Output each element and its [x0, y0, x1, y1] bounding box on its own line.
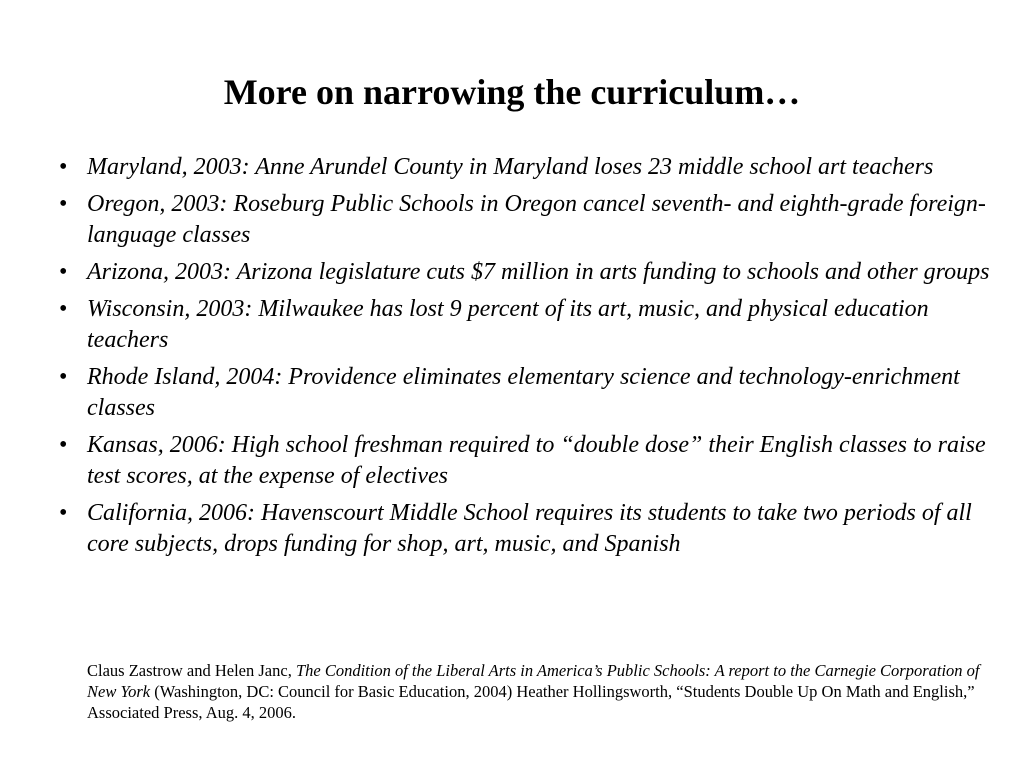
- bullet-dot-icon: •: [59, 154, 68, 180]
- bullet-text: Maryland, 2003: Anne Arundel County in Maryland loses 23 middle school art teachers: [87, 154, 934, 180]
- bullet-text: Oregon, 2003: Roseburg Public Schools in Oregon cancel seventh- and eighth-grade foreign-language classes: [87, 191, 986, 248]
- bullet-text: California, 2006: Havenscourt Middle School requires its students to take two periods of all core subjects, drops funding for shop, art, music, and Spanish: [87, 500, 972, 557]
- bullet-dot-icon: •: [59, 500, 68, 526]
- bullet-item-california: [56, 498, 991, 560]
- bullet-list: [56, 152, 991, 566]
- bullet-item-arizona: [56, 257, 991, 288]
- citation-authors: Claus Zastrow and Helen Janc,: [87, 661, 296, 680]
- bullet-text: Wisconsin, 2003: Milwaukee has lost 9 percent of its art, music, and physical education teachers: [87, 296, 929, 353]
- bullet-item-rhode-island: [56, 362, 991, 424]
- bullet-item-oregon: [56, 189, 991, 251]
- bullet-dot-icon: •: [59, 432, 68, 458]
- bullet-dot-icon: •: [59, 191, 68, 217]
- bullet-item-kansas: [56, 430, 991, 492]
- bullet-dot-icon: •: [59, 364, 68, 390]
- citation-publication: (Washington, DC: Council for Basic Education, 2004) Heather Hollingsworth, “Students Double Up On Math and English,” Associated Press, Aug. 4, 2006.: [87, 682, 975, 722]
- bullet-item-maryland: [56, 152, 991, 183]
- bullet-text: Kansas, 2006: High school freshman required to “double dose” their English classes to raise test scores, at the expense of electives: [87, 432, 986, 489]
- bullet-text: Rhode Island, 2004: Providence eliminates elementary science and technology-enrichment classes: [87, 364, 960, 421]
- bullet-item-wisconsin: [56, 294, 991, 356]
- bullet-text: Arizona, 2003: Arizona legislature cuts $7 million in arts funding to schools and other groups: [87, 259, 990, 285]
- citation-work-title: The Condition of the Liberal Arts in America’s Public Schools: A report to the Carnegie Corporation of New York: [87, 661, 980, 701]
- citation: [87, 660, 987, 723]
- bullet-dot-icon: •: [59, 296, 68, 322]
- bullet-dot-icon: •: [59, 259, 68, 285]
- slide-title: More on narrowing the curriculum…: [223, 72, 801, 112]
